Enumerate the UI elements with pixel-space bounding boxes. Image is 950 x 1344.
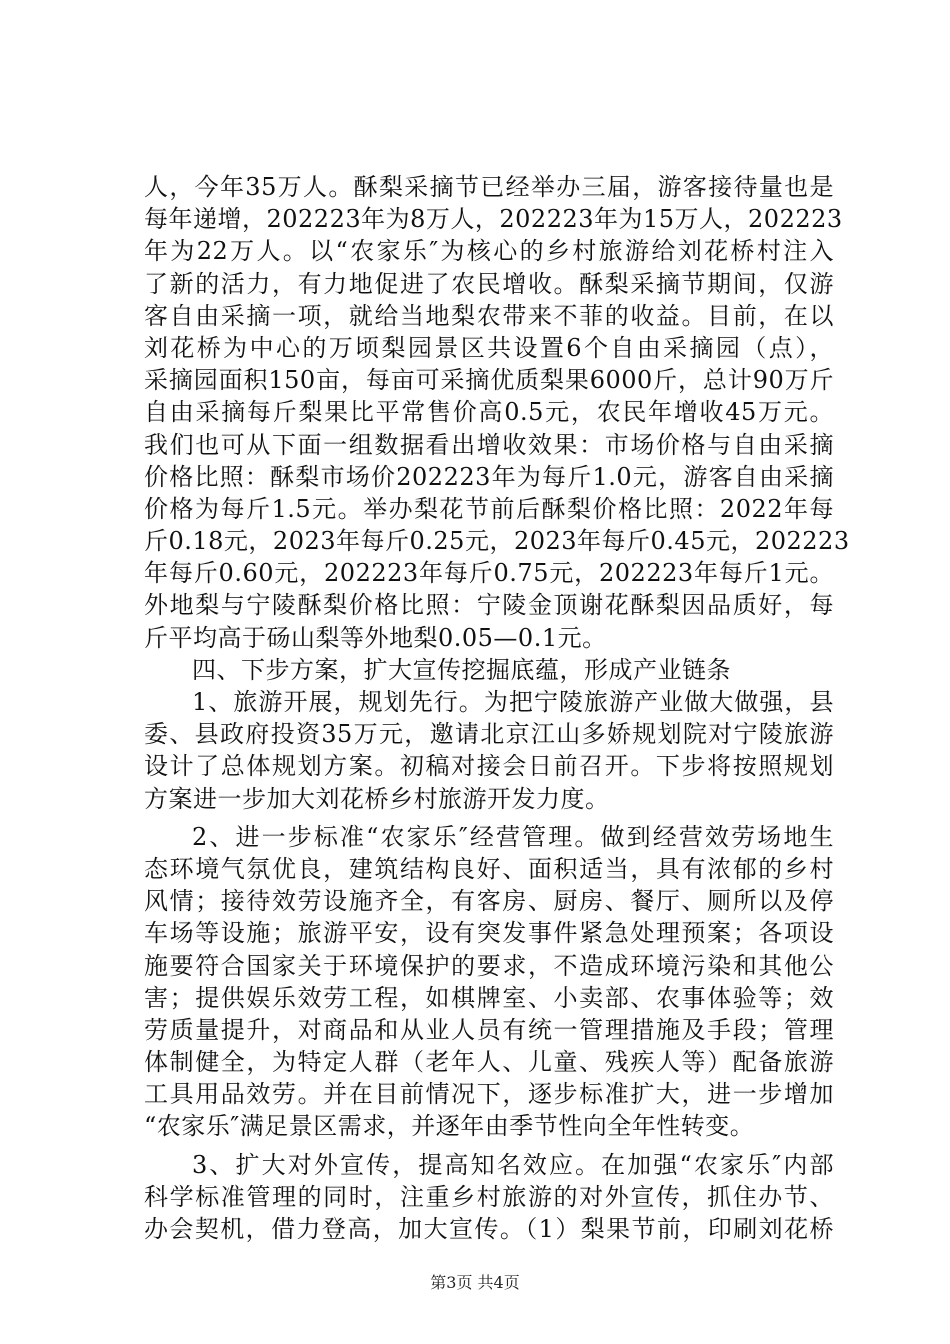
text-line: 斤0.18元，2023年每斤0.25元，2023年每斤0.45元，202223 bbox=[144, 527, 850, 556]
text-line: 施要符合国家关于环境保护的要求，不造成环境污染和其他公 bbox=[144, 951, 834, 980]
text-line: 了新的活力，有力地促进了农民增收。酥梨采摘节期间，仅游 bbox=[144, 269, 834, 298]
text-line: 体制健全，为特定人群（老年人、儿童、残疾人等）配备旅游 bbox=[144, 1048, 834, 1077]
text-line: 1、旅游开展，规划先行。为把宁陵旅游产业做大做强，县 bbox=[192, 688, 834, 716]
text-line: 每年递增，202223年为8万人，202223年为15万人，202223 bbox=[144, 205, 843, 234]
text-line: 客自由采摘一项，就给当地梨农带来不菲的收益。目前，在以 bbox=[144, 301, 834, 330]
text-line: 科学标准管理的同时，注重乡村旅游的对外宣传，抓住办节、 bbox=[144, 1182, 834, 1211]
page-footer bbox=[0, 1273, 950, 1293]
document-body bbox=[144, 171, 850, 1245]
text-line: 害；提供娱乐效劳工程，如棋牌室、小卖部、农事体验等；效 bbox=[144, 983, 834, 1012]
paragraph-publicity bbox=[144, 1149, 834, 1246]
text-line: 采摘园面积150亩，每亩可采摘优质梨果6000斤，总计90万斤 bbox=[144, 366, 834, 395]
text-line: 刘花桥为中心的万顷梨园景区共设置6个自由采摘园（点）， bbox=[144, 333, 834, 362]
heading-line: 四、下步方案，扩大宣传挖掘底蕴，形成产业链条 bbox=[192, 655, 731, 684]
text-line: 外地梨与宁陵酥梨价格比照：宁陵金顶谢花酥梨因品质好，每 bbox=[144, 591, 834, 620]
text-line: 劳质量提升，对商品和从业人员有统一管理措施及手段；管理 bbox=[144, 1015, 834, 1044]
paragraph-planning bbox=[144, 686, 834, 815]
page-number: 第3页 共4页 bbox=[430, 1273, 520, 1292]
text-line: “农家乐″满足景区需求，并逐年由季节性向全年性转变。 bbox=[144, 1112, 755, 1141]
text-line: 2、进一步标准“农家乐″经营管理。做到经营效劳场地生 bbox=[192, 822, 834, 851]
text-line: 工具用品效劳。并在目前情况下，逐步标准扩大，进一步增加 bbox=[144, 1080, 834, 1109]
paragraph-income-data bbox=[144, 171, 850, 654]
text-line: 风情；接待效劳设施齐全，有客房、厨房、餐厅、厕所以及停 bbox=[144, 887, 834, 916]
text-line: 价格为每斤1.5元。举办梨花节前后酥梨价格比照：2022年每 bbox=[144, 494, 834, 523]
text-line: 方案进一步加大刘花桥乡村旅游开发力度。 bbox=[144, 784, 610, 813]
text-line: 我们也可从下面一组数据看出增收效果：市场价格与自由采摘 bbox=[144, 430, 834, 459]
section-heading bbox=[144, 654, 834, 686]
text-line: 3、扩大对外宣传，提高知名效应。在加强“农家乐″内部 bbox=[192, 1150, 834, 1179]
text-line: 年为22万人。以“农家乐″为核心的乡村旅游给刘花桥村注入 bbox=[144, 237, 834, 266]
text-line: 斤平均高于砀山梨等外地梨0.05—0.1元。 bbox=[144, 623, 607, 652]
paragraph-management bbox=[144, 821, 834, 1143]
text-line: 车场等设施；旅游平安，设有突发事件紧急处理预案；各项设 bbox=[144, 919, 834, 948]
text-line: 价格比照：酥梨市场价202223年为每斤1.0元，游客自由采摘 bbox=[144, 462, 834, 491]
text-line: 年每斤0.60元，202223年每斤0.75元，202223年每斤1元。 bbox=[144, 559, 834, 588]
text-line: 委、县政府投资35万元，邀请北京江山多娇规划院对宁陵旅游 bbox=[144, 720, 834, 749]
text-line: 设计了总体规划方案。初稿对接会日前召开。下步将按照规划 bbox=[144, 752, 834, 781]
text-line: 自由采摘每斤梨果比平常售价高0.5元，农民年增收45万元。 bbox=[144, 398, 834, 427]
text-line: 人，今年35万人。酥梨采摘节已经举办三届，游客接待量也是 bbox=[144, 173, 834, 201]
text-line: 态环境气氛优良，建筑结构良好、面积适当，具有浓郁的乡村 bbox=[144, 854, 834, 883]
text-line: 办会契机，借力登高，加大宣传。（1）梨果节前，印刷刘花桥 bbox=[144, 1215, 834, 1243]
